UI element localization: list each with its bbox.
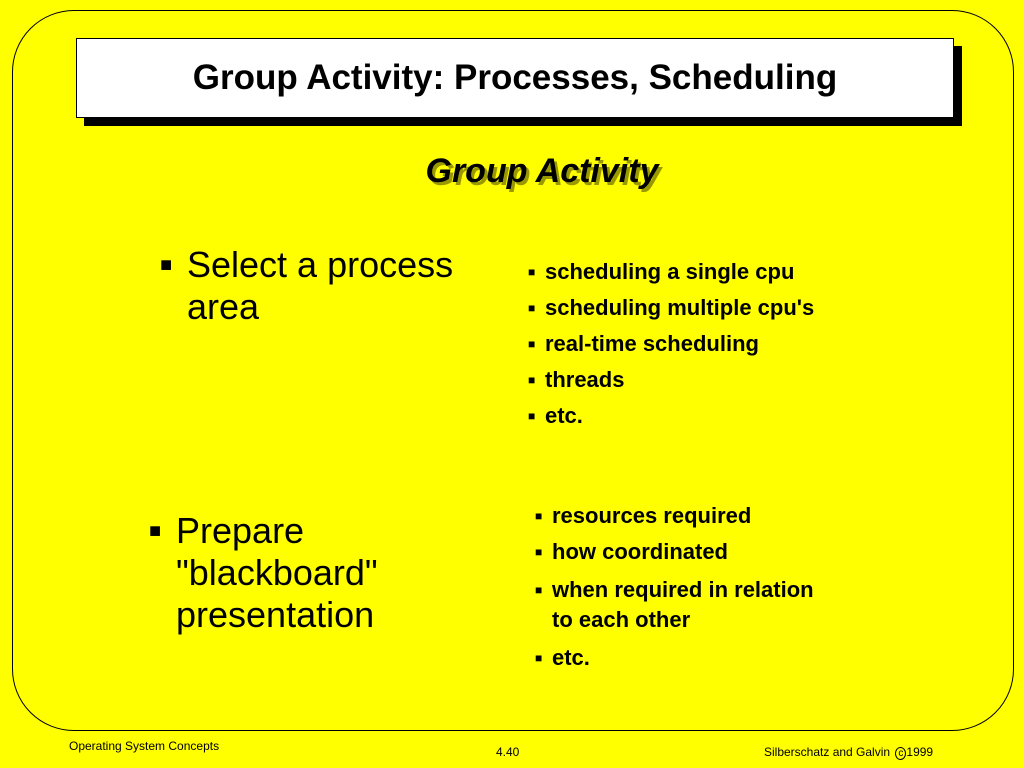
topic-prepare-presentation: [149, 510, 378, 636]
footer-authors: Silberschatz and Galvin: [764, 745, 894, 759]
topic-line: Prepare: [176, 510, 305, 551]
list-item-text: scheduling multiple cpu's: [545, 295, 815, 320]
bullet-icon: ■: [528, 301, 536, 315]
slide-title: Group Activity: Processes, Scheduling: [192, 58, 838, 97]
bullet-icon: ■: [528, 337, 536, 351]
list-item: [535, 539, 814, 565]
list-item: [528, 403, 814, 429]
list-item: [535, 645, 814, 671]
bullet-icon: ■: [535, 509, 543, 523]
list-item-text: etc.: [552, 645, 590, 670]
list-item: [528, 367, 814, 393]
bullet-icon: ■: [535, 651, 543, 665]
footer-year: 1999: [906, 745, 934, 759]
list-item-text: scheduling a single cpu: [545, 259, 795, 284]
footer-credits: [764, 745, 933, 759]
copyright-icon: c: [895, 747, 906, 760]
bullet-icon: ■: [160, 254, 173, 276]
list-item-text: resources required: [552, 503, 752, 528]
list-item-text-line: to each other: [552, 607, 691, 632]
bullet-icon: ■: [535, 583, 543, 597]
footer-course-title: Operating System Concepts: [69, 739, 220, 753]
footer-page-number: 4.40: [496, 745, 520, 759]
topic-line: area: [187, 286, 260, 327]
bullet-icon: ■: [535, 545, 543, 559]
title-box: [76, 38, 954, 118]
bullet-icon: ■: [149, 520, 162, 542]
list-item: [535, 503, 814, 529]
bullet-icon: ■: [528, 409, 536, 423]
bullet-icon: ■: [528, 373, 536, 387]
topic-line: presentation: [176, 594, 375, 635]
list-item-text: how coordinated: [552, 539, 728, 564]
bullet-icon: ■: [528, 265, 536, 279]
list-item-text-line: when required in relation: [552, 577, 814, 602]
list-item: [528, 295, 814, 321]
topic-line: "blackboard": [176, 552, 378, 593]
process-area-list: [528, 259, 814, 429]
subtitle-container: [0, 152, 1024, 191]
list-item: [535, 575, 814, 635]
presentation-list: [535, 503, 814, 671]
slide-subtitle: Group Activity: [425, 152, 659, 190]
list-item-text: etc.: [545, 403, 583, 428]
topic-select-process-area: [160, 244, 453, 328]
list-item: [528, 331, 814, 357]
list-item-text: real-time scheduling: [545, 331, 759, 356]
list-item-text: threads: [545, 367, 625, 392]
topic-line: Select a process: [187, 244, 454, 285]
list-item: [528, 259, 814, 285]
